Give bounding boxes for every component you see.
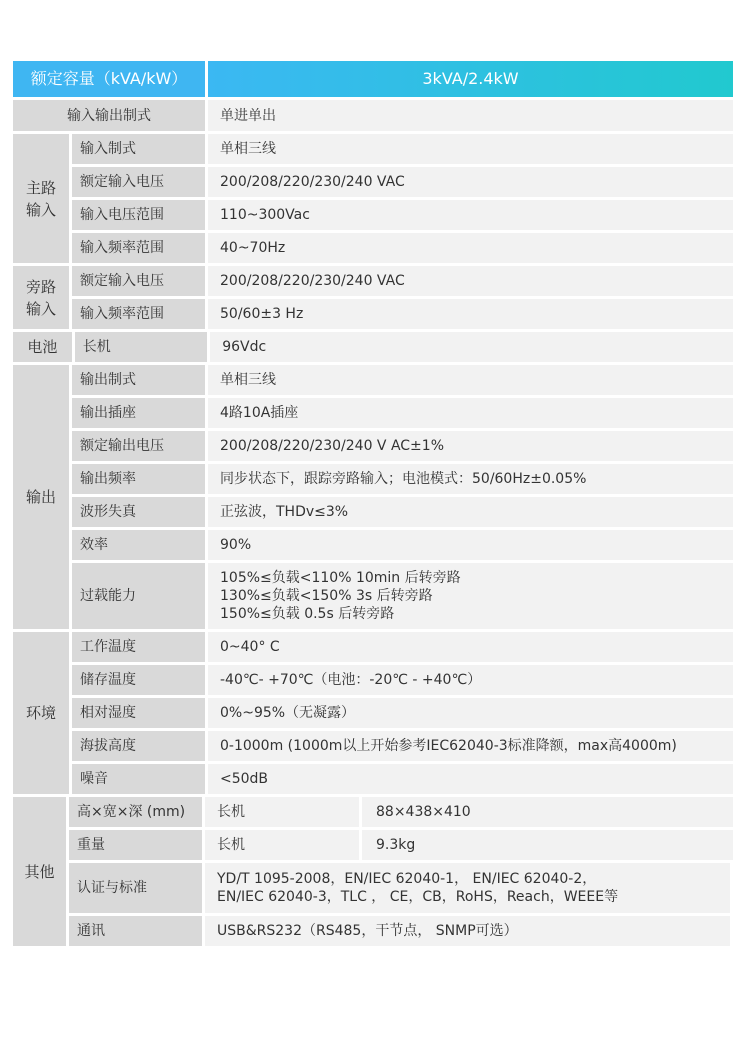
communication-row <box>69 916 733 946</box>
row-value: 0-1000m (1000m以上开始参考IEC62040-3标准降额，max高4000m) <box>208 731 733 761</box>
output-category: 输出 <box>13 365 69 629</box>
row-label: 额定输出电压 <box>72 431 205 461</box>
row-label: 输出频率 <box>72 464 205 494</box>
main-input-category: 主路 输入 <box>13 134 69 263</box>
row-label: 相对湿度 <box>72 698 205 728</box>
row-label: 输入电压范围 <box>72 200 205 230</box>
row-value: 单相三线 <box>208 134 733 164</box>
table-row <box>72 698 733 728</box>
capacity-header-label: 额定容量（kVA/kW） <box>13 61 205 97</box>
weight-row <box>69 830 733 860</box>
row-value: 单相三线 <box>208 365 733 395</box>
row-value: 0~40° C <box>208 632 733 662</box>
row-value: 正弦波，THDv≤3% <box>208 497 733 527</box>
table-row <box>72 431 733 461</box>
overload-line: 150%≤负载 0.5s 后转旁路 <box>220 606 395 622</box>
table-row <box>72 497 733 527</box>
row-value: 90% <box>208 530 733 560</box>
certification-line: YD/T 1095-2008，EN/IEC 62040-1， EN/IEC 62040-2， <box>217 871 597 887</box>
io-mode-label: 输入输出制式 <box>13 100 205 131</box>
row-label: 输出制式 <box>72 365 205 395</box>
row-label: 海拔高度 <box>72 731 205 761</box>
table-row <box>72 665 733 695</box>
row-label: 额定输入电压 <box>72 167 205 197</box>
battery-value: 96Vdc <box>210 332 733 362</box>
capacity-header-value: 3kVA/2.4kW <box>208 61 733 97</box>
row-value: 0%~95%（无凝露） <box>208 698 733 728</box>
main-input-group <box>13 134 733 263</box>
row-label: 波形失真 <box>72 497 205 527</box>
other-group <box>13 797 733 946</box>
communication-value: USB&RS232（RS485，干节点， SNMP可选） <box>205 916 730 946</box>
spec-table <box>13 61 733 946</box>
row-value: 40~70Hz <box>208 233 733 263</box>
row-label: 工作温度 <box>72 632 205 662</box>
battery-category: 电池 <box>13 332 72 362</box>
io-mode-value: 单进单出 <box>208 100 733 131</box>
row-value: 50/60±3 Hz <box>208 299 733 329</box>
row-label: 输出插座 <box>72 398 205 428</box>
overload-line: 130%≤负载<150% 3s 后转旁路 <box>220 588 433 604</box>
bypass-input-category: 旁路 输入 <box>13 266 69 329</box>
table-row <box>72 764 733 794</box>
table-row <box>72 200 733 230</box>
certification-value <box>205 863 730 913</box>
certification-label: 认证与标准 <box>69 863 202 913</box>
table-row <box>72 464 733 494</box>
environment-category: 环境 <box>13 632 69 794</box>
row-value: -40℃- +70℃（电池：-20℃ - +40℃） <box>208 665 733 695</box>
overload-value <box>208 563 733 629</box>
certification-line: EN/IEC 62040-3，TLC ， CE，CB，RoHS，Reach，WEEE等 <box>217 889 619 905</box>
row-label: 输入频率范围 <box>72 299 205 329</box>
other-category: 其他 <box>13 797 66 946</box>
capacity-header-row <box>13 61 733 97</box>
certification-row <box>69 863 733 913</box>
table-row <box>72 299 733 329</box>
table-row <box>72 632 733 662</box>
dimensions-sub: 长机 <box>205 797 359 827</box>
table-row <box>72 233 733 263</box>
table-row <box>72 134 733 164</box>
battery-label: 长机 <box>75 332 207 362</box>
table-row <box>72 530 733 560</box>
row-label: 噪音 <box>72 764 205 794</box>
row-value: 110~300Vac <box>208 200 733 230</box>
communication-label: 通讯 <box>69 916 202 946</box>
weight-sub: 长机 <box>205 830 359 860</box>
overload-row <box>72 563 733 629</box>
table-row <box>72 365 733 395</box>
row-value: <50dB <box>208 764 733 794</box>
overload-line: 105%≤负载<110% 10min 后转旁路 <box>220 570 461 586</box>
table-row <box>72 167 733 197</box>
dimensions-value: 88×438×410 <box>362 797 733 827</box>
row-label: 输入制式 <box>72 134 205 164</box>
weight-label: 重量 <box>69 830 202 860</box>
weight-value: 9.3kg <box>362 830 733 860</box>
row-value: 4路10A插座 <box>208 398 733 428</box>
dimensions-label: 高×宽×深 (mm) <box>69 797 202 827</box>
row-label: 输入频率范围 <box>72 233 205 263</box>
table-row <box>72 266 733 296</box>
row-value: 200/208/220/230/240 V AC±1% <box>208 431 733 461</box>
row-label: 额定输入电压 <box>72 266 205 296</box>
environment-group <box>13 632 733 794</box>
row-label: 储存温度 <box>72 665 205 695</box>
bypass-input-group <box>13 266 733 329</box>
dimensions-row <box>69 797 733 827</box>
row-value: 200/208/220/230/240 VAC <box>208 266 733 296</box>
output-group <box>13 365 733 629</box>
table-row <box>72 731 733 761</box>
row-label: 效率 <box>72 530 205 560</box>
overload-label: 过载能力 <box>72 563 205 629</box>
row-value: 200/208/220/230/240 VAC <box>208 167 733 197</box>
table-row <box>72 398 733 428</box>
row-value: 同步状态下，跟踪旁路输入；电池模式：50/60Hz±0.05% <box>208 464 733 494</box>
battery-row <box>13 332 733 362</box>
io-mode-row <box>13 100 733 131</box>
